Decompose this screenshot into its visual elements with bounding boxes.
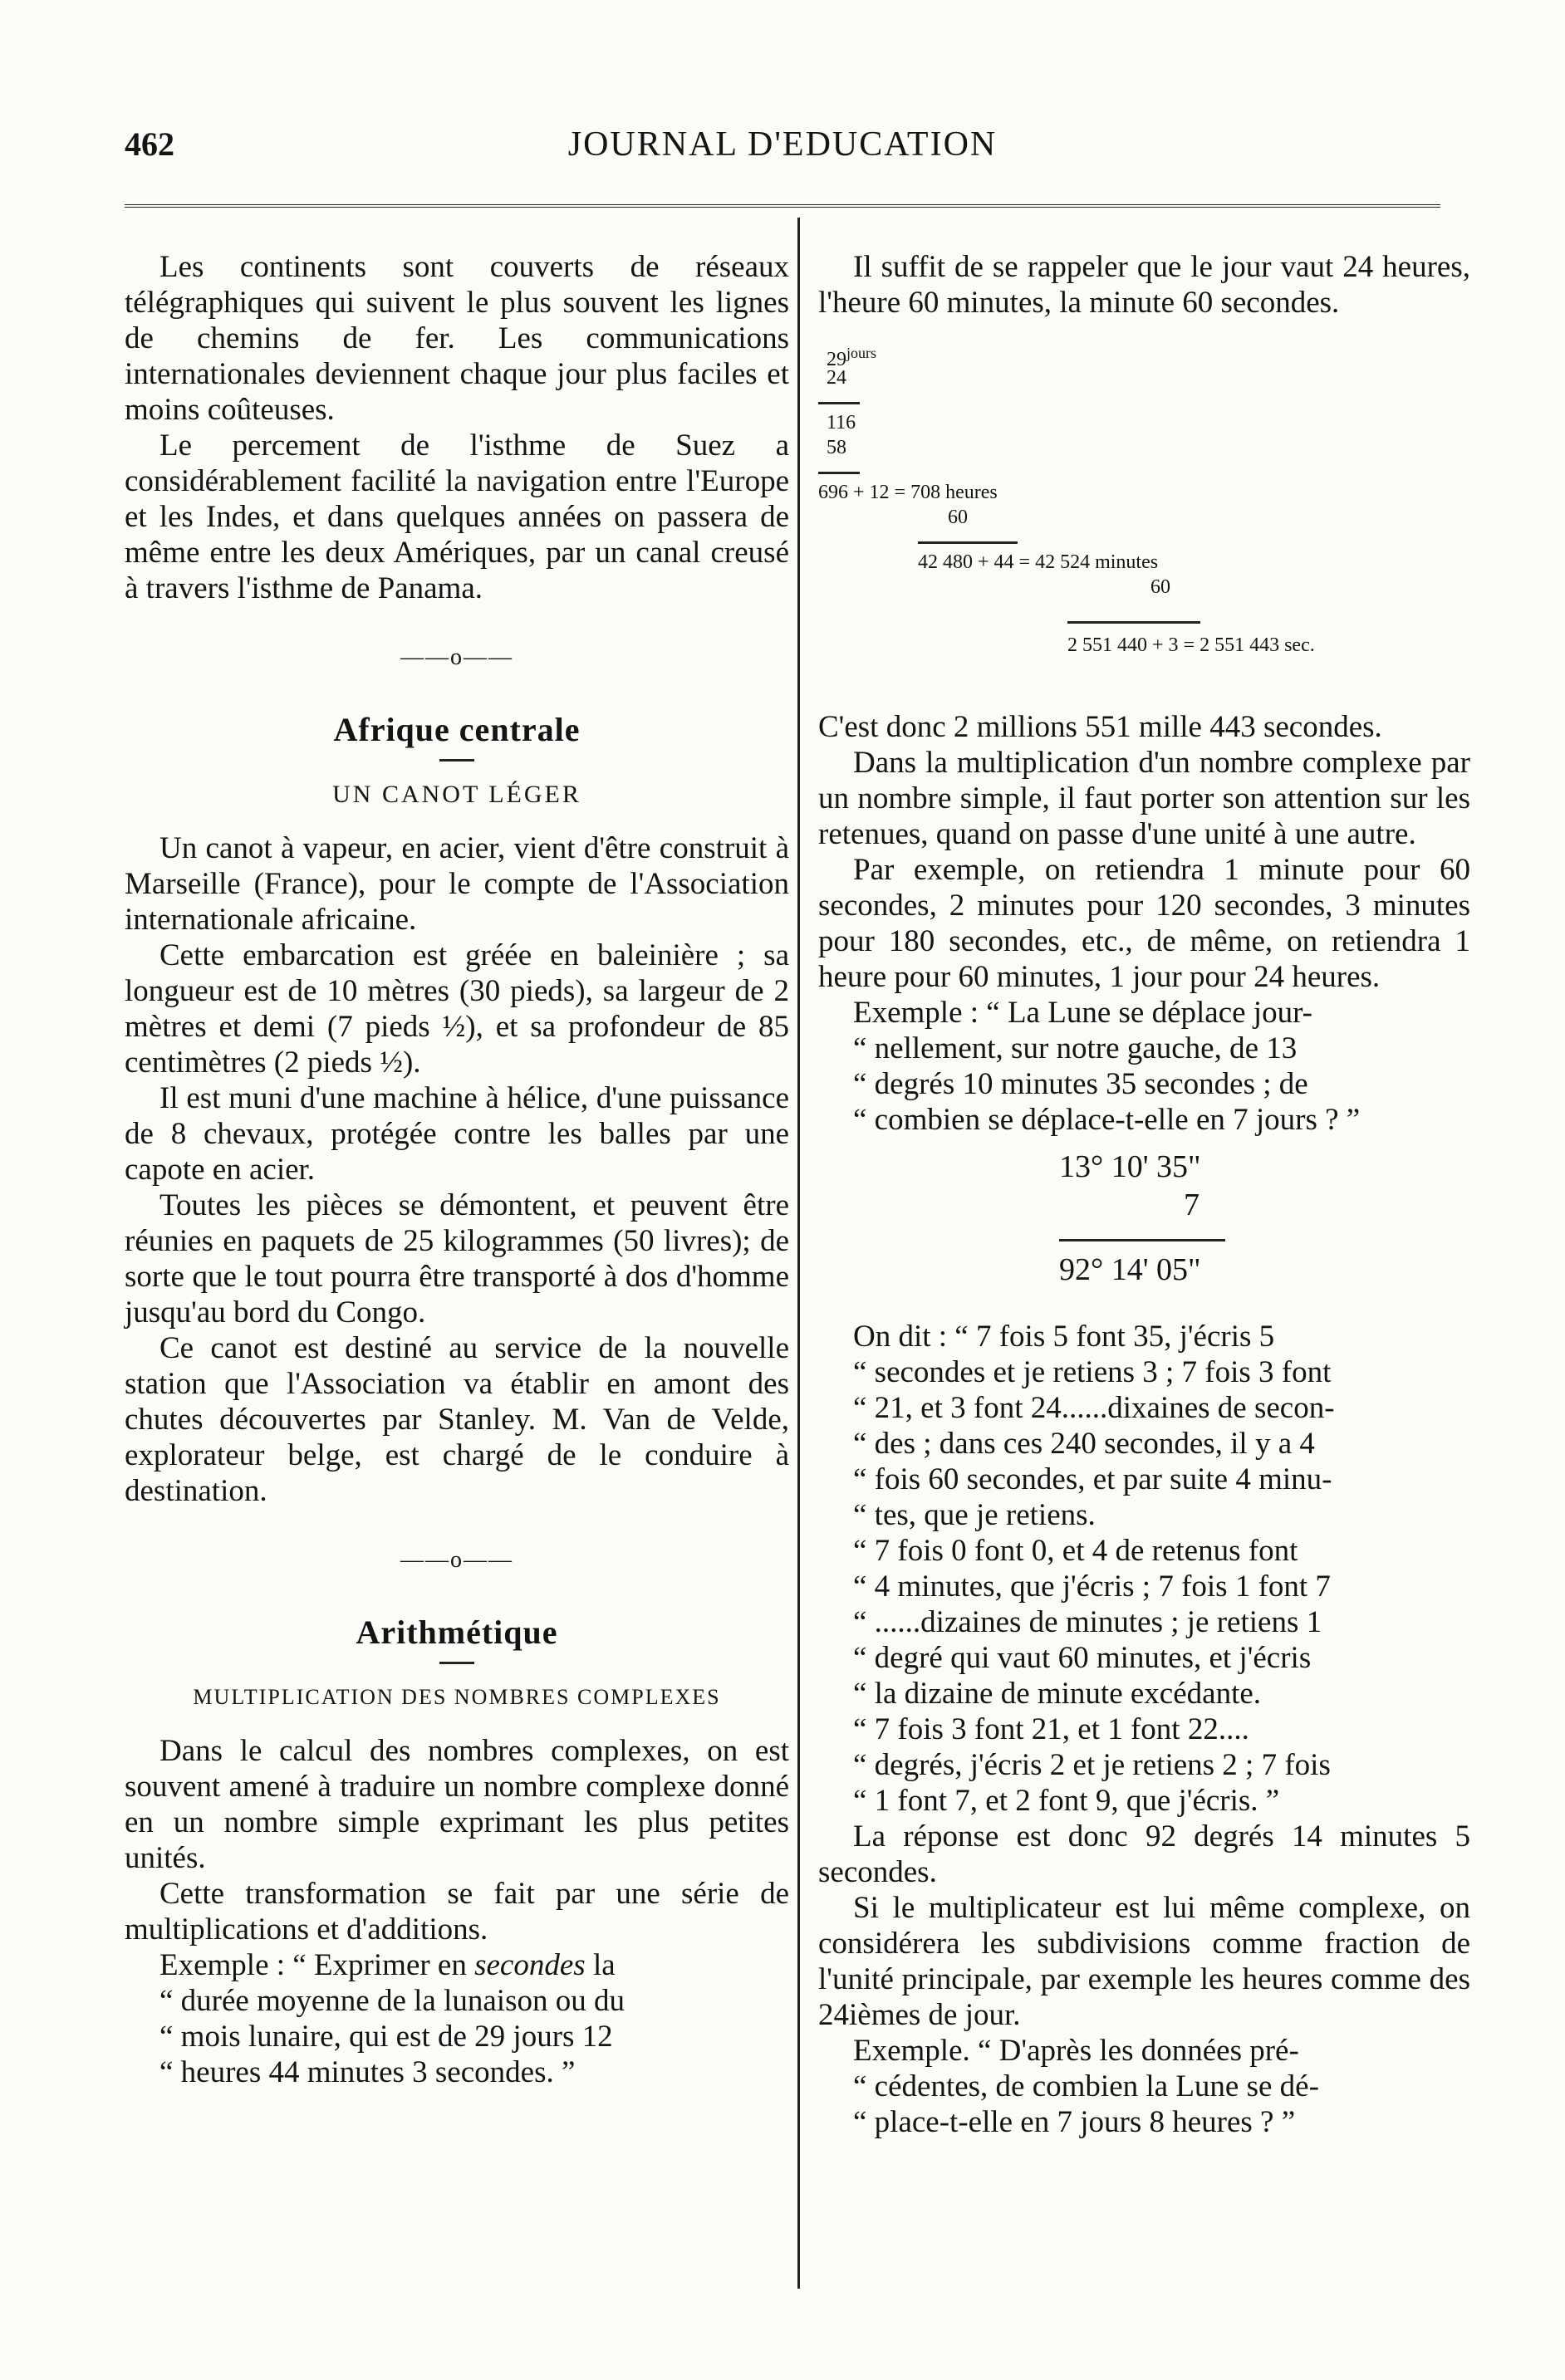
quote-line: Exemple : “ La Lune se déplace jour-: [853, 996, 1312, 1030]
quote-line: “ fois 60 secondes, et par suite 4 minu-: [853, 1462, 1332, 1496]
quote-line: “ la dizaine de minute excédante.: [853, 1677, 1262, 1711]
left-column: [125, 249, 789, 2090]
paragraph: Dans le calcul des nombres complexes, on est souvent amené à traduire un nombre complexe donné en un nombre simple exprimant les plus petites unités.: [125, 1734, 789, 1875]
quote-line: “ degrés 10 minutes 35 secondes ; de: [853, 1067, 1308, 1101]
journal-title: JOURNAL D'EDUCATION: [567, 125, 998, 164]
quote-line: “ nellement, sur notre gauche, de 13: [853, 1031, 1298, 1065]
paragraph: Dans la multiplication d'un nombre complexe par un nombre simple, il faut porter son attention sur les retenues, quand on passe d'une unité à une autre.: [818, 746, 1470, 851]
paragraph: Il est muni d'une machine à hélice, d'une puissance de 8 chevaux, protégée contre les balles par une capote en acier.: [125, 1081, 789, 1187]
calc-line: 58: [827, 437, 846, 458]
quote-line: “ cédentes, de combien la Lune se dé-: [853, 2069, 1319, 2103]
mult-factor: 7: [1184, 1188, 1200, 1222]
paragraph: C'est donc 2 millions 551 mille 443 secondes.: [818, 710, 1382, 744]
quote-line: “ mois lunaire, qui est de 29 jours 12: [159, 2020, 613, 2054]
quote-line: “ 7 fois 3 font 21, et 1 font 22....: [853, 1712, 1249, 1746]
column-divider: [797, 218, 800, 2289]
paragraph: La réponse est donc 92 degrés 14 minutes 5 secondes.: [818, 1819, 1470, 1889]
example-emphasis: secondes: [474, 1948, 586, 1982]
calc-rule: [818, 472, 860, 474]
section-title-arithmetique: Arithmétique: [356, 1614, 558, 1651]
calc-line: 24: [827, 367, 846, 389]
paragraph: Cette embarcation est gréée en baleinière ; sa longueur est de 10 mètres (30 pieds), sa largeur de 2 mètres et demi (7 pieds ½), et sa profondeur de 85 centimètres (2 pieds ½).: [125, 938, 789, 1080]
section-title-afrique: Afrique centrale: [333, 711, 581, 748]
quote-line: “ combien se déplace-t-elle en 7 jours ? ”: [853, 1103, 1361, 1137]
page-header: [125, 125, 1440, 174]
quote-line: Exemple. “ D'après les données pré-: [853, 2034, 1299, 2068]
quote-line: “ 4 minutes, que j'écris ; 7 fois 1 font 7: [853, 1570, 1331, 1604]
paragraph: Il suffit de se rappeler que le jour vaut 24 heures, l'heure 60 minutes, la minute 60 secondes.: [818, 250, 1470, 320]
example-text: la: [585, 1948, 616, 1982]
calc-line: 2 551 440 + 3 = 2 551 443 sec.: [1067, 634, 1315, 656]
quote-line: “ degrés, j'écris 2 et je retiens 2 ; 7 fois: [853, 1748, 1331, 1782]
paragraph: Ce canot est destiné au service de la nouvelle station que l'Association va établir en amont des chutes découvertes par Stanley. M. Van de Velde, explorateur belge, est chargé de le conduire à destination.: [125, 1331, 789, 1508]
quote-line: “ secondes et je retiens 3 ; 7 fois 3 font: [853, 1355, 1332, 1389]
section-separator: ——o——: [400, 644, 513, 670]
conversion-calculation: [818, 340, 1470, 689]
header-rule: [125, 204, 1440, 208]
quote-line: “ tes, que je retiens.: [853, 1498, 1096, 1532]
paragraph: Le percement de l'isthme de Suez a considérablement facilité la navigation entre l'Europe et les Indes, et dans quelques années on passera de même entre les deux Amériques, par un canal creusé à travers l'isthme de Panama.: [125, 428, 789, 605]
paragraph: Si le multiplicateur est lui même complexe, on considérera les subdivisions comme fraction de l'unité principale, par exemple les heures comme des 24ièmes de jour.: [818, 1891, 1470, 2032]
subheading-multiplication: MULTIPLICATION DES NOMBRES COMPLEXES: [193, 1685, 721, 1709]
quote-line: “ 7 fois 0 font 0, et 4 de retenus font: [853, 1534, 1298, 1568]
section-separator: ——o——: [400, 1547, 513, 1573]
title-dash: [439, 1662, 474, 1664]
calc-rule: [918, 541, 1018, 544]
multiplication-example: [818, 1149, 1470, 1307]
paragraph: Cette transformation se fait par une série de multiplications et d'additions.: [125, 1877, 789, 1947]
quote-line: “ 1 font 7, et 2 font 9, que j'écris. ”: [853, 1784, 1280, 1818]
paragraph: Par exemple, on retiendra 1 minute pour 60 secondes, 2 minutes pour 120 secondes, 3 minutes pour 180 secondes, etc., de même, on retiendra 1 heure pour 60 minutes, 1 jour pour 24 heures.: [818, 853, 1470, 994]
example-text: Exemple : “ Exprimer en: [159, 1948, 475, 1982]
calc-unit: jours: [846, 345, 876, 361]
subheading-canot: UN CANOT LÉGER: [332, 781, 581, 808]
calc-rule: [1067, 621, 1200, 624]
calc-rule: [818, 402, 860, 404]
right-column: [818, 249, 1470, 2140]
calc-line: 696 + 12 = 708 heures: [818, 482, 998, 503]
calc-value: 29: [827, 349, 846, 370]
quote-line: “ durée moyenne de la lunaison ou du: [159, 1984, 625, 2018]
quote-line: “ 21, et 3 font 24......dixaines de secon-: [853, 1391, 1335, 1425]
example-paragraph: [125, 1947, 789, 1983]
mult-operand: 13° 10' 35": [1059, 1149, 1201, 1184]
title-dash: [439, 759, 474, 762]
quote-line: “ degré qui vaut 60 minutes, et j'écris: [853, 1641, 1312, 1675]
mult-rule: [1059, 1239, 1225, 1241]
calc-line: 60: [1150, 576, 1170, 598]
paragraph: Les continents sont couverts de réseaux télégraphiques qui suivent le plus souvent les lignes de chemins de fer. Les communications internationales deviennent chaque jour plus faciles et moins coûteuses.: [125, 250, 789, 427]
calc-line: 116: [827, 412, 856, 433]
mult-result: 92° 14' 05": [1059, 1252, 1201, 1287]
calc-line: 42 480 + 44 = 42 524 minutes: [918, 551, 1159, 573]
quote-line: “ des ; dans ces 240 secondes, il y a 4: [853, 1427, 1315, 1461]
quote-line: “ ......dizaines de minutes ; je retiens 1: [853, 1605, 1322, 1639]
calc-line: 60: [948, 507, 968, 528]
quote-line: On dit : “ 7 fois 5 font 35, j'écris 5: [853, 1320, 1275, 1354]
quote-line: “ heures 44 minutes 3 secondes. ”: [159, 2055, 576, 2089]
paragraph: Toutes les pièces se démontent, et peuvent être réunies en paquets de 25 kilogrammes (50 livres); de sorte que le tout pourra être transporté à dos d'homme jusqu'au bord du Congo.: [125, 1188, 789, 1330]
page-number: 462: [125, 125, 174, 163]
quote-line: “ place-t-elle en 7 jours 8 heures ? ”: [853, 2105, 1296, 2139]
paragraph: Un canot à vapeur, en acier, vient d'être construit à Marseille (France), pour le compte de l'Association internationale africaine.: [125, 831, 789, 937]
